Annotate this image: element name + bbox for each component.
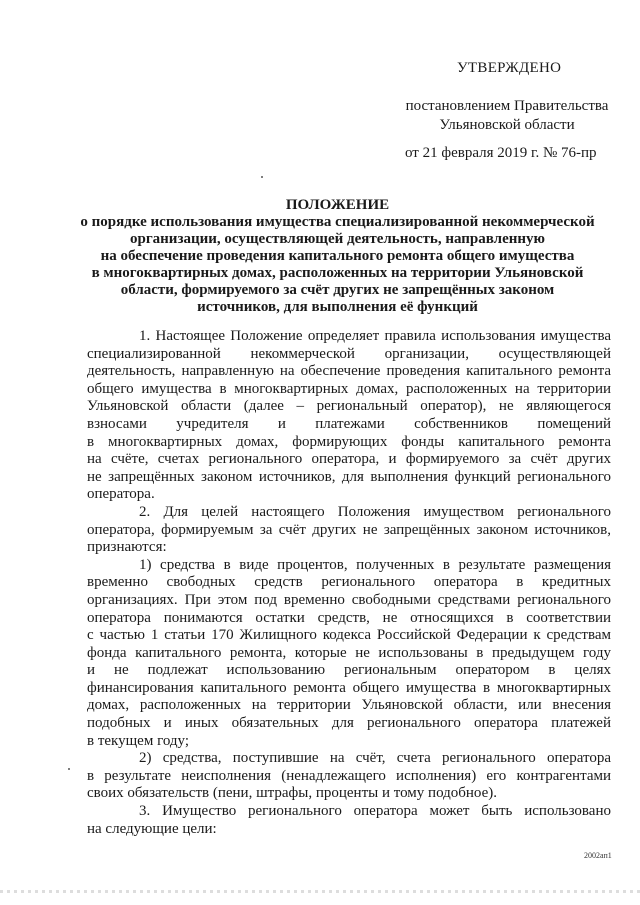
document-code: 2002ап1 bbox=[584, 851, 612, 860]
title-line: на обеспечение проведения капитального ремонта общего имущества bbox=[100, 248, 575, 264]
document-body bbox=[87, 328, 611, 838]
item-1-line: в текущем году; bbox=[87, 732, 190, 749]
approved-stamp: УТВЕРЖДЕНО bbox=[457, 60, 562, 76]
title-line: области, формируемого за счёт других не запрещённых законом bbox=[120, 282, 555, 298]
item-1-line: организациях. При этом под временно свободными средствами регионального bbox=[87, 591, 611, 608]
item-1-line: финансирования капитального ремонта общего имущества в многоквартирных bbox=[87, 679, 611, 696]
title-line: ПОЛОЖЕНИЕ bbox=[285, 197, 390, 213]
decree-line: Ульяновской области bbox=[439, 117, 575, 133]
paragraph-1-line: не запрещённых законом источников, для выполнения функций регионального bbox=[87, 468, 611, 485]
paragraph-2-line: оператора, формируемым за счёт других не запрещённых законом источников, bbox=[87, 521, 611, 538]
item-2-line: своих обязательств (пени, штрафы, проценты и тому подобное). bbox=[87, 785, 498, 802]
paragraph-1-line: Ульяновской области (далее – региональный оператор), не являющегося bbox=[87, 398, 611, 415]
item-1-line: и не подлежат использованию региональным оператором в целях bbox=[87, 662, 611, 679]
item-1-line: оператора понимаются остатки средств, не относящихся в соответствии bbox=[87, 609, 611, 626]
title-line: в многоквартирных домах, расположенных на территории Ульяновской bbox=[91, 265, 584, 281]
paragraph-3-line: 3. Имущество регионального оператора может быть использовано bbox=[139, 803, 611, 820]
title-line: источников, для выполнения её функций bbox=[197, 299, 478, 315]
item-1-line: с частью 1 статьи 170 Жилищного кодекса Российской Федерации к средствам bbox=[87, 627, 611, 644]
item-2-line: 2) средства, поступившие на счёт, счета регионального оператора bbox=[139, 750, 611, 767]
item-1-line: домах, расположенных на территории Ульяновской области, или внесения bbox=[87, 697, 611, 714]
item-1-line: фонда капитального ремонта, которые не использованы в предыдущем году bbox=[87, 644, 611, 661]
decree-line: постановлением Правительства bbox=[405, 98, 609, 114]
scan-speck bbox=[261, 176, 263, 178]
paragraph-1-line: оператора. bbox=[87, 486, 155, 503]
paragraph-1-line: общего имущества в многоквартирных домах, расположенных на территории bbox=[87, 380, 611, 397]
scan-edge-artifact bbox=[0, 890, 640, 893]
title-line: организации, осуществляющей деятельность, направленную bbox=[130, 231, 545, 247]
item-1-line: 1) средства в виде процентов, полученных в результате размещения bbox=[139, 556, 611, 573]
paragraph-3-line: на следующие цели: bbox=[87, 820, 217, 837]
paragraph-2-line: признаются: bbox=[87, 539, 167, 556]
paragraph-1-line: 1. Настоящее Положение определяет правила использования имущества bbox=[139, 328, 611, 344]
paragraph-1-line: специализированной некоммерческой организации, осуществляющей bbox=[87, 345, 611, 362]
paragraph-2-line: 2. Для целей настоящего Положения имуществом регионального bbox=[139, 503, 611, 520]
scan-speck bbox=[68, 768, 70, 770]
paragraph-1-line: взносами учредителя и платежами собственников помещений bbox=[87, 415, 611, 432]
item-1-line: подобных и иных обязательных для регионального оператора платежей bbox=[87, 715, 611, 732]
paragraph-1-line: на счёте, счетах регионального оператора, и формируемого за счёт других bbox=[87, 451, 611, 468]
decree-reference bbox=[404, 97, 610, 135]
decree-date: от 21 февраля 2019 г. № 76-пр bbox=[405, 145, 597, 161]
paragraph-1-line: деятельность, направленную на обеспечение проведения капитального ремонта bbox=[87, 363, 611, 380]
document-title bbox=[60, 197, 615, 316]
title-line: о порядке использования имущества специализированной некоммерческой bbox=[80, 214, 595, 230]
paragraph-1-line: в многоквартирных домах, формирующих фонды капитального ремонта bbox=[87, 433, 611, 450]
item-2-line: в результате неисполнения (ненадлежащего исполнения) его контрагентами bbox=[87, 767, 611, 784]
item-1-line: временно свободных средств регионального оператора в кредитных bbox=[87, 574, 611, 591]
